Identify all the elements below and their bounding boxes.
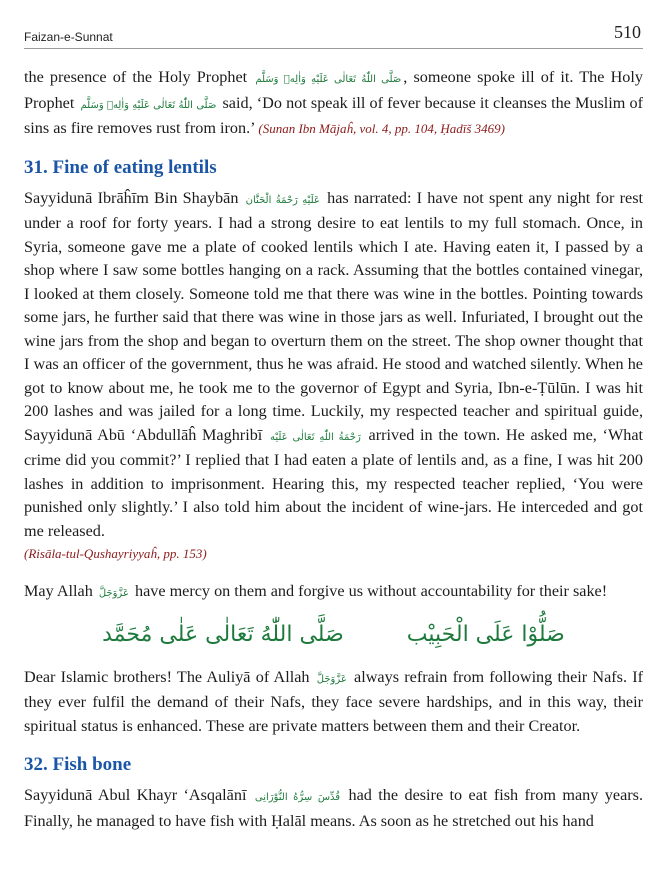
brothers-paragraph	[24, 666, 643, 739]
arabic-honorific: قُدِّسَ سِرُّهُ النُّوْرَانِى	[254, 792, 341, 803]
section32-paragraph	[24, 784, 643, 833]
arabic-honorific: عَزَّوَجَلَّ	[98, 588, 129, 599]
section31-text-3: arrived in the town. He asked me, ‘What crime did you commit?’ I replied that I had eaten a plate of lentils and, as a fine, I was hit 200 lashes in addition to imprisonment. Hearing this, my respected teacher replied, ‘You were punished only slightly.’ I also told him about the incident of wine-jars. He interceded and got me released.	[24, 425, 643, 540]
intro-paragraph	[24, 66, 643, 141]
salawat-line	[24, 618, 643, 652]
arabic-honorific: عَلَيْهِ رَحْمَةُ الْحَنَّان	[245, 194, 320, 206]
section-heading-31: 31. Fine of eating lentils	[24, 156, 217, 178]
intro-text-2: , someone spoke ill of it. The Holy Prophet	[24, 68, 643, 112]
prayer-text-2: have mercy on them and forgive us without accountability for their sake!	[130, 582, 608, 600]
section31-text-2: has narrated: I have not spent any night for rest under a roof for forty years. I had a strong desire to eat lentils to my full stomach. Once, in Syria, someone gave me a plate of cooked lentils which I ate. Having eaten it, I passed by a shop where I saw some bottles hanging on a rack. Assuming that the bottles contained vinegar, I looked at them closely. Someone told me that there was wine in the bottles. Pointing towards some jars, he further said that there was wine in those jars as well. Infuriated, I brought out the wine jars from the shop and began to overturn them on the street. The shop owner thought that I was an officer of the government, thus he was afraid. He stood and watched silently. When he got to know about me, he took me to the governor of Egypt and Syria, Ibn-e-Ṭūlūn. I was hit 200 lashes and was jailed for a long time. Luckily, my respected teacher and spiritual guide, Sayyidunā Abū ‘Abdullāĥ Maghribī	[24, 188, 644, 444]
running-title: Faizan-e-Sunnat	[24, 30, 113, 44]
page-content	[24, 66, 643, 833]
intro-text-1: the presence of the Holy Prophet	[24, 68, 254, 86]
section32-text-1: Sayyidunā Abul Khayr ‘Asqalānī	[24, 786, 253, 804]
brothers-text-1: Dear Islamic brothers! The Auliyā of Allah	[24, 667, 315, 686]
section31-paragraph	[24, 187, 643, 544]
prayer-text-1: May Allah	[24, 582, 97, 600]
prayer-paragraph	[24, 580, 643, 606]
section-heading-32: 32. Fish bone	[24, 754, 132, 775]
section32-text-2: had the desire to eat fish from many years. Finally, he managed to have fish with Ḥalāl means. As soon as he stretched out his hand	[24, 786, 643, 830]
arabic-honorific: صَلَّى اللّٰهُ تَعَالٰى عَلَيْهِ وَاٰلِهٖ وَسَلَّم	[80, 99, 217, 111]
page-number: 510	[614, 22, 641, 42]
brothers-text-2: always refrain from following their Nafs. If they ever fulfil the demand of their Nafs, they face severe hardships, and in this way, their spiritual status is enhanced. These are private matters between them and their Creator.	[24, 667, 643, 735]
section31-text-1: Sayyidunā Ibrāĥīm Bin Shaybān	[24, 188, 244, 207]
page-header	[24, 18, 643, 49]
salawat-left: صَلَّى اللّٰهُ تَعَالٰى عَلٰى مُحَمَّد	[102, 621, 344, 647]
arabic-honorific: صَلَّى اللّٰهُ تَعَالٰى عَلَيْهِ وَاٰلِهٖ وَسَلَّم	[255, 74, 402, 85]
salawat-right: صَلُّوْا عَلَى الْحَبِيْب	[406, 621, 565, 647]
arabic-honorific: رَحْمَةُ اللّٰهِ تَعَالٰى عَلَيْه	[269, 431, 361, 443]
citation: (Sunan Ibn Mājaĥ, vol. 4, pp. 104, Ḥadīš 3469)	[258, 121, 505, 136]
citation: (Risāla-tul-Qushayriyyaĥ, pp. 153)	[24, 546, 207, 561]
arabic-honorific: عَزَّوَجَلَّ	[316, 673, 347, 685]
intro-text-3: said, ‘Do not speak ill of fever because it cleanses the Muslim of sins as fire removes rust from iron.’	[24, 93, 644, 137]
